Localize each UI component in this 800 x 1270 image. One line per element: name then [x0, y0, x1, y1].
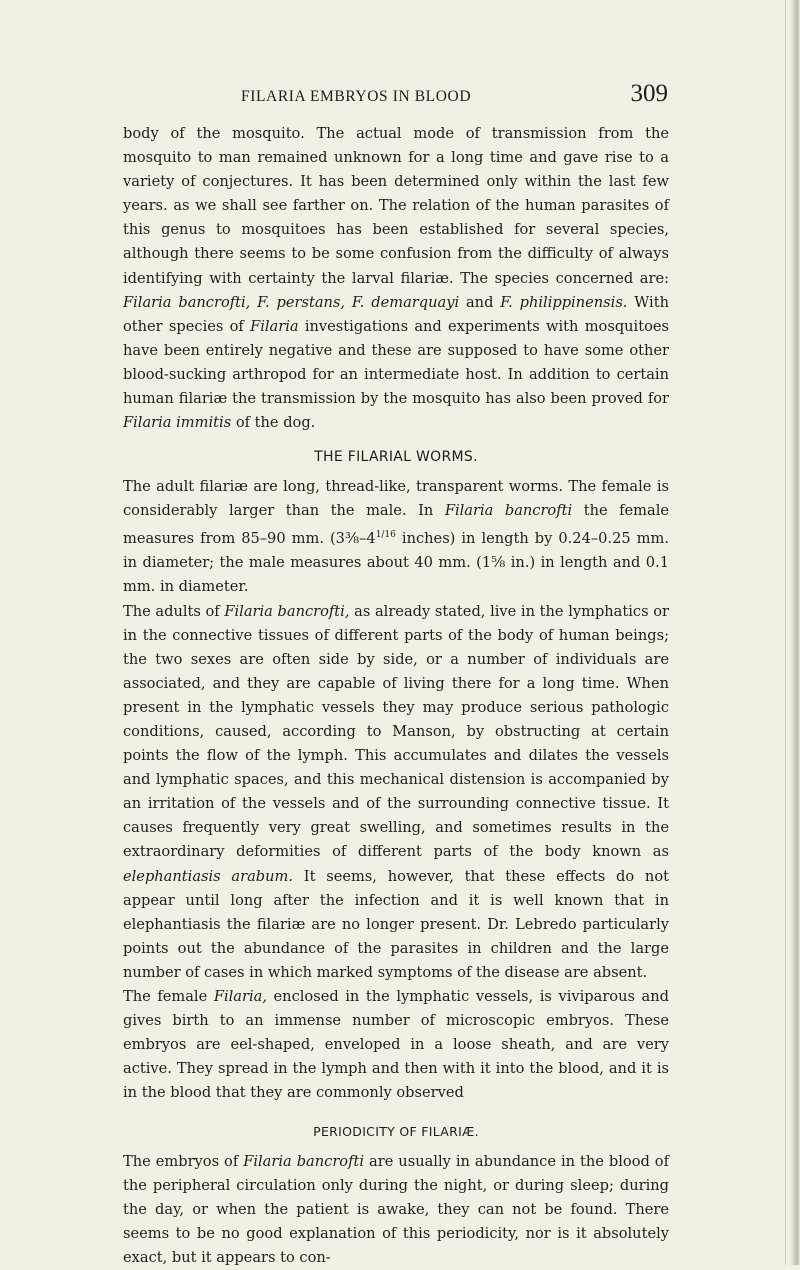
page-edge-line [785, 0, 786, 1265]
text-run: and [459, 293, 501, 311]
text-run: body of the mosquito. The actual mode of transmission from the mosquito to man remained unknown for a long time and gave rise to a variety of conjectures. It has been determined only within the last few years. as we shall see farther on. The relation of the human parasites of this genus to mosquitoes has been established for several species, although there seems to be some confusion from the difficulty of always identifying with certainty the larval filariæ. The species concerned are: [123, 125, 669, 287]
paragraph [123, 985, 669, 1105]
italic-run: Filaria, [213, 988, 267, 1006]
italic-run: Filaria bancrofti [243, 1152, 365, 1170]
paragraph [123, 475, 669, 599]
page-edge [790, 0, 800, 1265]
running-head: FILARIA EMBRYOS IN BLOOD [241, 88, 472, 105]
text-run: investigations and experiments with mosquitoes have been entirely negative and these are supposed to have some other blood-sucking arthropod for an intermediate host. In addition to certain human filariæ the transmission by the mosquito has also been proved for [123, 317, 670, 408]
paragraph [123, 1150, 669, 1270]
italic-run: Filaria immitis [123, 414, 232, 432]
italic-run: Filaria bancrofti, F. perstans, F. demarquayi [123, 293, 460, 311]
fraction: 1/16 [375, 530, 396, 541]
text-run: The adult filariæ are long, thread-like, transparent worms. The female is considerably larger than the male. In [123, 478, 669, 520]
paragraph [123, 122, 669, 435]
text-run: the female measures from 85–90 mm. (3⅜–4 [123, 502, 670, 548]
text-run: inches) in length by 0.24–0.25 mm. in diameter; the male measures about 40 mm. (1⅝ in.) in length and 0.1 mm. in diameter. [123, 530, 670, 596]
italic-run: Filaria [250, 317, 299, 335]
text-run: It seems, however, that these effects do not appear until long after the infection and it is well known that in elephantiasis the filariæ are no longer present. Dr. Lebredo particularly points out the abundance of the parasites in children and the large number of cases in which marked symptoms of the disease are absent. [123, 867, 669, 981]
text-run: as already stated, live in the lymphatics or in the connective tissues of different parts of the body of human beings; the two sexes are often side by side, or a number of individuals are associated, and they are capable of living there for a long time. When present in the lymphatic vessels they may produce serious pathologic conditions, caused, according to Manson, by obstructing at certain points the flow of the lymph. This accumulates and dilates the vessels and lymphatic spaces, and this mechanical distension is accompanied by an irritation of the vessels and of the surrounding connective tissue. It causes frequently very great swelling, and sometimes results in the extraordinary deformities of different parts of the body known as [123, 602, 669, 861]
italic-run: Filaria bancrofti [444, 502, 573, 520]
text-run: With other species of [123, 293, 669, 335]
text-run: of the dog. [231, 414, 316, 432]
italic-run: elephantiasis arabum. [123, 867, 294, 885]
body-text [123, 122, 669, 1270]
page-header [0, 80, 800, 114]
text-run: enclosed in the lymphatic vessels, is viviparous and gives birth to an immense number of microscopic embryos. These embryos are eel-shaped, enveloped in a loose sheath, and are very active. They spread in the lymph and then with it into the blood, and it is in the blood that they are commonly observed [123, 988, 669, 1102]
text-run: The embryos of [123, 1152, 244, 1170]
page-number: 309 [630, 80, 668, 107]
section-heading: PERIODICITY OF FILARIÆ. [313, 1123, 479, 1139]
section-heading: THE FILARIAL WORMS. [314, 449, 478, 466]
text-run: The female [123, 988, 214, 1006]
italic-run: Filaria bancrofti, [224, 602, 350, 620]
italic-run: F. philippinensis. [500, 293, 628, 311]
paragraph [123, 600, 669, 986]
text-run: are usually in abundance in the blood of the peripheral circulation only during the night, or during sleep; during the day, or when the patient is awake, they can not be found. There seems to be no good explanation of this periodicity, nor is it absolutely exact, but it appears to con- [123, 1152, 669, 1266]
text-run: The adults of [123, 602, 225, 620]
